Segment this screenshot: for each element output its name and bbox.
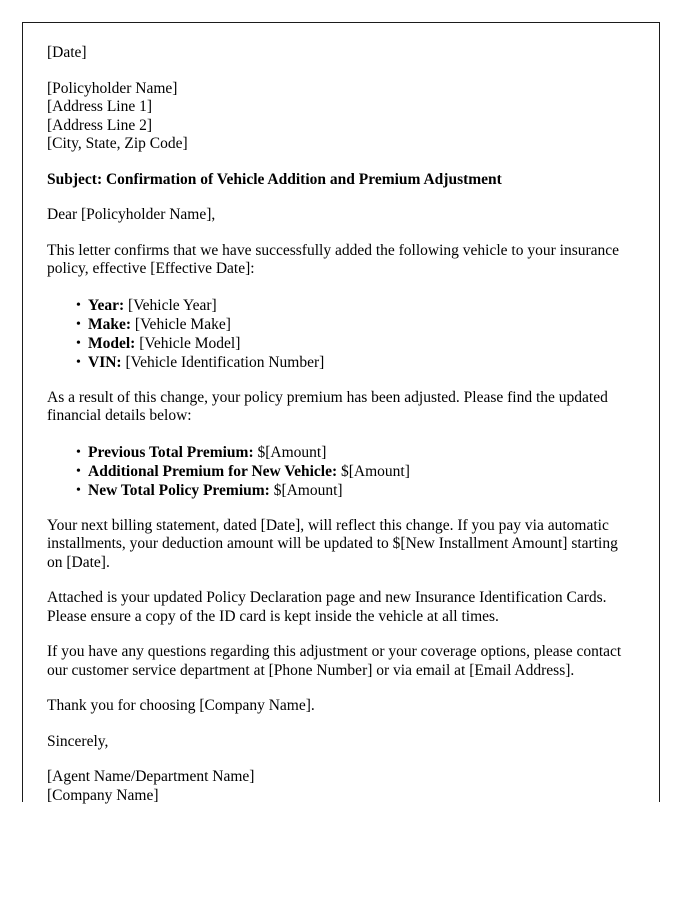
list-item	[88, 462, 631, 481]
address-line: [City, State, Zip Code]	[47, 135, 188, 152]
list-item	[88, 481, 631, 500]
additional-premium-label: Additional Premium for New Vehicle:	[88, 462, 338, 480]
salutation: Dear [Policyholder Name],	[47, 206, 216, 223]
new-total-premium-label: New Total Policy Premium:	[88, 481, 270, 499]
list-item	[88, 443, 631, 462]
premium-paragraph: As a result of this change, your policy premium has been adjusted. Please find the updated financial details below:	[47, 388, 608, 424]
contact-paragraph: If you have any questions regarding this adjustment or your coverage options, please contact our customer service department at [Phone Number] or via email at [Email Address].	[47, 643, 622, 679]
vehicle-model-value: [Vehicle Model]	[139, 334, 241, 352]
address-line: [Address Line 1]	[47, 98, 153, 115]
thank-you-paragraph: Thank you for choosing [Company Name].	[47, 697, 315, 714]
list-item	[88, 315, 631, 334]
letter-body	[47, 44, 631, 805]
agent-name-line: [Agent Name/Department Name]	[47, 768, 255, 785]
vehicle-vin-label: VIN:	[88, 353, 122, 371]
previous-premium-value: $[Amount]	[257, 443, 327, 461]
subject-line: Subject: Confirmation of Vehicle Addition and Premium Adjustment	[47, 170, 502, 188]
vehicle-year-label: Year:	[88, 296, 125, 314]
vehicle-model-label: Model:	[88, 334, 136, 352]
list-item	[88, 353, 631, 372]
billing-paragraph: Your next billing statement, dated [Date], will reflect this change. If you pay via automatic installments, your deduction amount will be updated to $[New Installment Amount] starting on [Date].	[47, 516, 618, 571]
additional-premium-value: $[Amount]	[341, 462, 410, 480]
vehicle-make-value: [Vehicle Make]	[134, 315, 231, 333]
premium-details-list	[47, 443, 631, 500]
previous-premium-label: Previous Total Premium:	[88, 443, 254, 461]
closing-line: Sincerely,	[47, 732, 109, 750]
vehicle-details-list	[47, 296, 631, 372]
date-text: [Date]	[47, 44, 87, 61]
date-line	[47, 44, 631, 63]
attachment-paragraph: Attached is your updated Policy Declaration page and new Insurance Identification Cards. Please ensure a copy of the ID card is kept inside the vehicle at all times.	[47, 589, 607, 625]
list-item	[88, 296, 631, 315]
intro-paragraph: This letter confirms that we have successfully added the following vehicle to your insurance policy, effective [Effective Date]:	[47, 241, 620, 277]
vehicle-year-value: [Vehicle Year]	[128, 296, 217, 314]
new-total-premium-value: $[Amount]	[273, 481, 343, 499]
list-item	[88, 334, 631, 353]
recipient-address-block	[47, 80, 631, 154]
company-name-line: [Company Name]	[47, 786, 159, 804]
vehicle-make-label: Make:	[88, 315, 132, 333]
address-line: [Policyholder Name]	[47, 79, 178, 97]
vehicle-vin-value: [Vehicle Identification Number]	[125, 353, 325, 371]
address-line: [Address Line 2]	[47, 116, 153, 134]
signature-block	[47, 768, 631, 805]
